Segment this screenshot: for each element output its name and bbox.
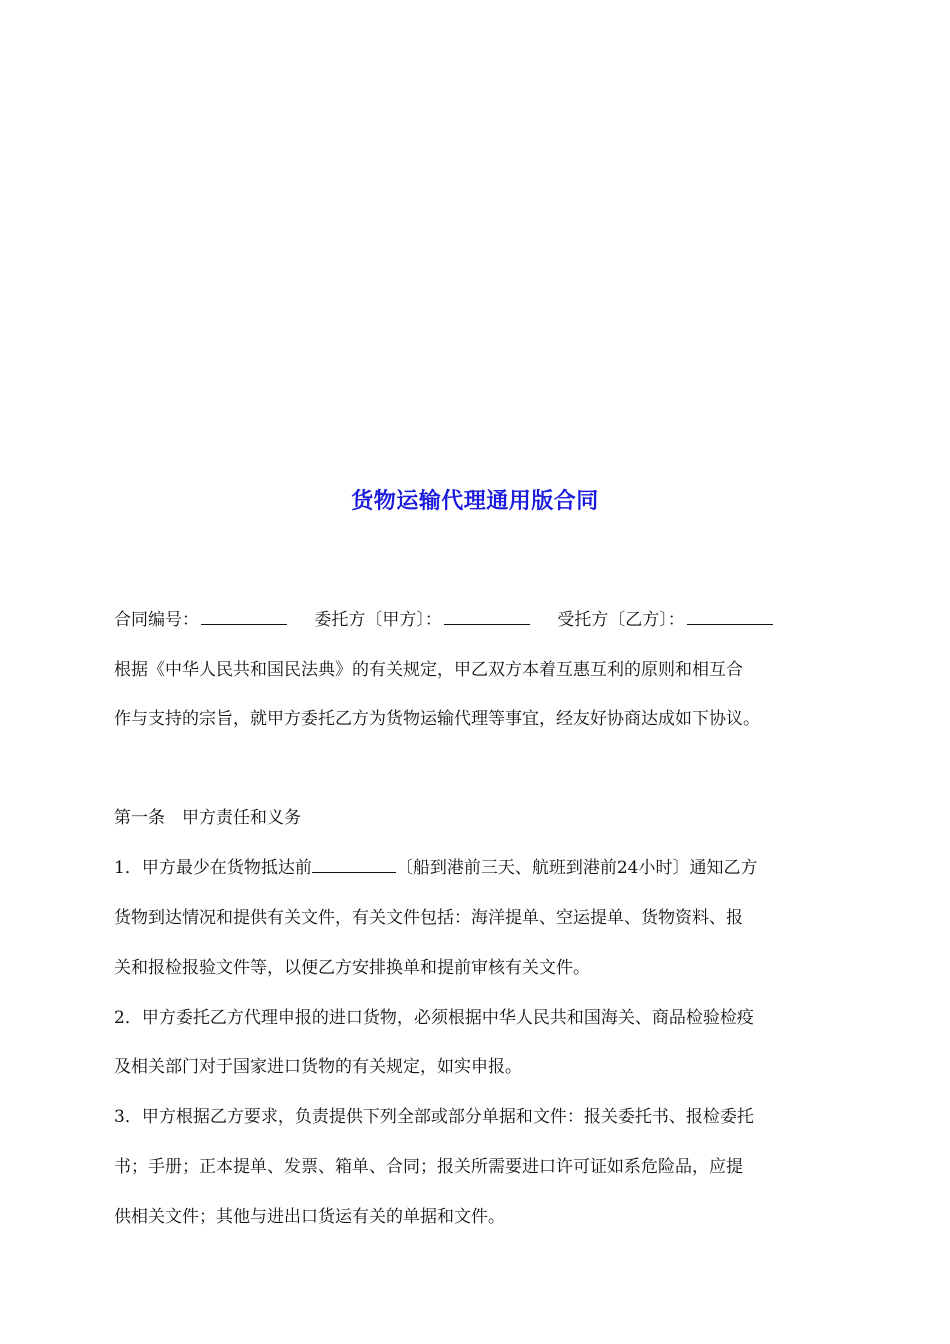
item-1-blank bbox=[312, 856, 396, 873]
party-b-field bbox=[557, 608, 773, 632]
article-1-item-3-line-2: 书；手册；正本提单、发票、箱单、合同；报关所需要进口许可证如系危险品，应提 bbox=[114, 1157, 743, 1177]
party-a-label: 委托方〔甲方〕： bbox=[314, 610, 442, 630]
article-1-item-1-line-3: 关和报检报验文件等，以便乙方安排换单和提前审核有关文件。 bbox=[114, 958, 590, 978]
contract-header-row bbox=[114, 608, 844, 632]
item-1-suffix: 〔船到港前三天、航班到港前24小时〕通知乙方 bbox=[395, 858, 758, 878]
article-1-heading: 第一条 甲方责任和义务 bbox=[114, 808, 301, 828]
contract-number-field bbox=[114, 608, 287, 632]
party-a-field bbox=[314, 608, 530, 632]
item-1-prefix: 1．甲方最少在货物抵达前 bbox=[114, 858, 312, 878]
contract-number-blank bbox=[201, 608, 287, 625]
party-b-label: 受托方〔乙方〕： bbox=[557, 610, 685, 630]
article-1-item-3-line-1: 3．甲方根据乙方要求，负责提供下列全部或部分单据和文件：报关委托书、报检委托 bbox=[114, 1107, 754, 1127]
article-1-item-3-line-3: 供相关文件；其他与进出口货运有关的单据和文件。 bbox=[114, 1207, 505, 1227]
party-b-blank bbox=[687, 608, 773, 625]
article-1-item-2-line-1: 2．甲方委托乙方代理申报的进口货物，必须根据中华人民共和国海关、商品检验检疫 bbox=[114, 1008, 754, 1028]
article-1-item-1-line-1 bbox=[114, 856, 844, 880]
article-1-item-2-line-2: 及相关部门对于国家进口货物的有关规定，如实申报。 bbox=[114, 1057, 522, 1077]
preamble-line-2: 作与支持的宗旨，就甲方委托乙方为货物运输代理等事宜，经友好协商达成如下协议。 bbox=[114, 709, 760, 729]
party-a-blank bbox=[444, 608, 530, 625]
article-1-item-1-line-2: 货物到达情况和提供有关文件，有关文件包括：海洋提单、空运提单、货物资料、报 bbox=[114, 908, 743, 928]
contract-number-label: 合同编号： bbox=[114, 610, 199, 630]
document-title: 货物运输代理通用版合同 bbox=[351, 488, 599, 514]
preamble-line-1: 根据《中华人民共和国民法典》的有关规定，甲乙双方本着互惠互利的原则和相互合 bbox=[114, 660, 743, 680]
